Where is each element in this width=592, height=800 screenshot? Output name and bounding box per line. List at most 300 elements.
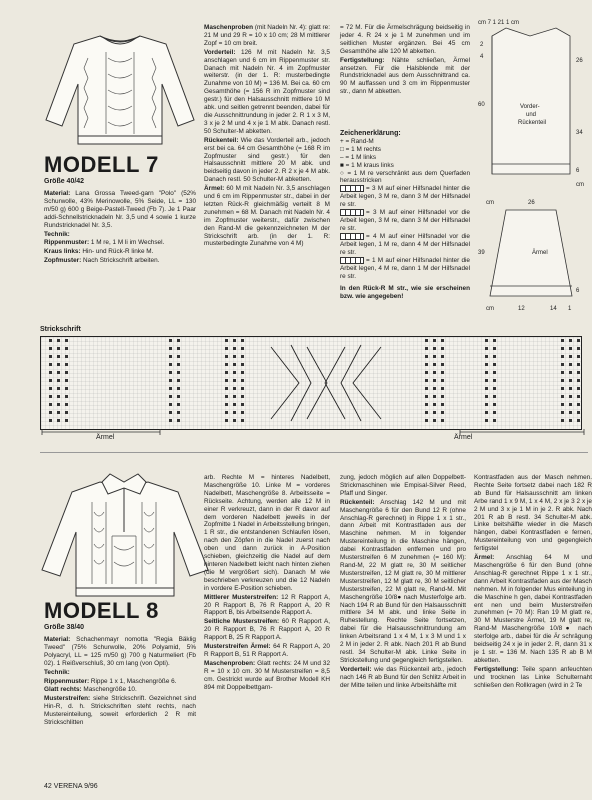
chart-cell — [225, 363, 228, 366]
svg-text:14: 14 — [550, 306, 557, 312]
chart-cell — [169, 411, 172, 414]
sleeve-label-left: Ärmel — [96, 434, 115, 441]
chart-cell — [493, 379, 496, 382]
paragraph — [44, 190, 196, 230]
chart-cell — [65, 419, 68, 422]
chart-cell — [65, 347, 68, 350]
svg-text:cm: cm — [486, 200, 494, 206]
legend-item — [340, 257, 470, 281]
chart-cell — [233, 371, 236, 374]
paragraph — [44, 231, 196, 239]
chart-cell — [577, 355, 580, 358]
chart-cell — [241, 379, 244, 382]
paragraph-heading: Maschenproben — [204, 24, 254, 31]
legend-item — [340, 154, 470, 162]
chart-cell — [441, 363, 444, 366]
legend-text: = 3 M auf einer Hilfsnadel vor die Arbeit legen, 3 M re, dann 3 M der Hilfsnadel re str. — [340, 209, 470, 233]
chart-cell — [577, 347, 580, 350]
svg-text:34: 34 — [576, 130, 583, 136]
chart-cell — [65, 387, 68, 390]
chart-cell — [233, 355, 236, 358]
chart-cell — [425, 347, 428, 350]
chart-cell — [233, 339, 236, 342]
chart-title: Strickschrift — [40, 326, 81, 333]
schema-top-labels: cm 7 1 21 1 cm — [478, 20, 520, 26]
chart-cell — [433, 339, 436, 342]
chart-cell — [425, 355, 428, 358]
chart-cell — [577, 403, 580, 406]
modell7-title: MODELL 7 — [44, 152, 159, 177]
chart-cell — [225, 371, 228, 374]
svg-text:cm: cm — [486, 306, 494, 312]
chart-cell — [561, 411, 564, 414]
chart-cell — [441, 395, 444, 398]
legend-text: ■ = 1 M kraus links — [340, 161, 394, 169]
chart-cell — [233, 419, 236, 422]
paragraph-heading: Kraus links: — [44, 248, 81, 256]
legend-item — [340, 170, 470, 186]
chart-cell — [169, 355, 172, 358]
chart-cell — [493, 355, 496, 358]
chart-cell — [569, 411, 572, 414]
paragraph — [44, 248, 196, 256]
chart-cell — [485, 379, 488, 382]
chart-cell — [433, 347, 436, 350]
chart-cell — [485, 387, 488, 390]
paragraph — [204, 660, 330, 692]
paragraph-text: Glatt rechts: 24 M und 32 R = 10 x 10 cm. 30 M Musterstreifen = 8,5 cm. Gestrickt wurde auf Brother Modell KH 894 mit Doppelbettgarn- — [204, 659, 330, 691]
legend-item — [340, 233, 470, 257]
chart-cell — [225, 395, 228, 398]
paragraph-text: 60 R Rapport A, 20 R Rapport B, 76 R Rapport A, 20 R Rapport B, 25 R Rapport A. — [204, 618, 330, 642]
chart-cell — [569, 371, 572, 374]
chart-cell — [169, 387, 172, 390]
chart-cell — [577, 419, 580, 422]
chart-cell — [49, 355, 52, 358]
paragraph-text: (mit Nadeln Nr. 4): glatt re: 21 M und 29 R = 10 x 10 cm; 28 M mittlerer Zopf = 10 cm breit. — [204, 24, 330, 47]
chart-cell — [425, 411, 428, 414]
chart-cell — [569, 379, 572, 382]
chart-cell — [169, 419, 172, 422]
chart-cell — [577, 387, 580, 390]
chart-cell — [561, 395, 564, 398]
chart-cell — [49, 419, 52, 422]
chart-cell — [441, 379, 444, 382]
paragraph-text: 1 M re, 1 M li im Wechsel. — [89, 239, 165, 247]
modell8-title: MODELL 8 — [44, 598, 159, 623]
paragraph — [44, 686, 196, 694]
chart-cell — [177, 371, 180, 374]
chart-cell — [49, 339, 52, 342]
chart-cell — [569, 347, 572, 350]
section-divider — [40, 452, 588, 453]
paragraph-heading: Maschenproben: — [204, 659, 256, 667]
chart-cell — [65, 371, 68, 374]
chart-cell — [233, 347, 236, 350]
legend-item — [340, 185, 470, 209]
chart-cell — [169, 347, 172, 350]
paragraph-heading: Material: — [44, 636, 71, 643]
chart-cell — [177, 411, 180, 414]
chart-cell — [425, 387, 428, 390]
paragraph-text: siehe Strickschrift. Gezeichnet sind Hin-R, d. h. Strickschriften steht rechts, nach Mustereinteilung, soweit erforderlich 2 R mit Strickschlitten — [44, 695, 196, 727]
chart-cell — [241, 411, 244, 414]
chart-cell — [569, 403, 572, 406]
chart-cell — [225, 419, 228, 422]
chart-cell — [225, 411, 228, 414]
chart-cell — [49, 371, 52, 374]
chart-cell — [441, 371, 444, 374]
paragraph — [474, 666, 592, 690]
chart-cell — [169, 339, 172, 342]
svg-text:Ärmel: Ärmel — [532, 250, 548, 256]
paragraph — [44, 695, 196, 727]
svg-text:26: 26 — [576, 58, 583, 64]
chart-cell — [169, 403, 172, 406]
chart-cell — [485, 403, 488, 406]
paragraph-text: 126 M mit Nadeln Nr. 3,5 anschlagen und 6 cm im Rippenmuster str. Danach mit Nadeln Nr. 4 im Zopfmuster weiterstr. (in der 1. R: musterbedingte Zunahme von 10 M) = 136 M. Bei ca. 60 cm Gesamthöhe (= 156 R im Zopfmuster sind gestr.) für den Halsausschnitt mittlere 10 M abk. und seitlen getrennt beenden, dabei für die Ausschnittrundung in jeder 2. R 1 x 3 M, 3 x je 2 M und 4 x je 1 M abk. Danach restl. 50 Schulter-M abketten. — [204, 48, 330, 135]
chart-cell — [561, 363, 564, 366]
chart-cell — [241, 363, 244, 366]
chart-cell — [493, 339, 496, 342]
paragraph-text: Lana Grossa Tweed-garn "Polo" (52% Schurwolle, 43% Merinowolle, 5% Seide, LL = 130 m/50 g) 600 g Beige-Pastell-Tweed (Fb 7). Je 1 Paar addi-Schnellstricknadeln Nr. 3,5 und 4 sowie 1 kurze Rundstricknadel Nr. 3,5. — [44, 190, 196, 229]
chart-cell — [485, 363, 488, 366]
chart-cell — [225, 339, 228, 342]
chart-cell — [233, 403, 236, 406]
chart-cell — [241, 347, 244, 350]
chart-cell — [441, 419, 444, 422]
paragraph — [474, 474, 592, 553]
chart-cell — [485, 371, 488, 374]
page-footer: 42 VERENA 9/96 — [44, 783, 98, 790]
paragraph-heading: Technik: — [44, 230, 70, 238]
chart-cell — [57, 379, 60, 382]
chart-cell — [577, 371, 580, 374]
paragraph — [204, 643, 330, 659]
cable-symbol-icon — [340, 185, 364, 192]
paragraph — [204, 137, 330, 184]
paragraph-text: Nähte schließen, Ärmel ansetzen. Für die Halsblende mit der Rundstricknadel aus dem Ausschnittrand ca. 90 M auffassen und 3 cm im Rippenmuster str., dann M abketten. — [340, 56, 470, 96]
paragraph-heading: Vorderteil: — [204, 48, 236, 56]
paragraph-text: Nach Strickschrift arbeiten. — [81, 257, 160, 265]
legend-item — [340, 146, 470, 154]
chart-cell — [561, 371, 564, 374]
modell8-instructions-col4 — [474, 474, 592, 690]
paragraph-text: 64 R Rapport A, 20 R Rapport B, 51 R Rapport A. — [204, 643, 330, 658]
chart-cell — [233, 363, 236, 366]
paragraph — [474, 554, 592, 665]
modell8-instructions-col1 — [44, 636, 196, 728]
paragraph — [44, 239, 196, 247]
chart-cell — [577, 395, 580, 398]
paragraph-heading: Rückenteil: — [340, 498, 375, 506]
paragraph — [340, 499, 466, 665]
modell7-instructions-col3 — [340, 24, 470, 97]
chart-cell — [225, 387, 228, 390]
svg-text:60: 60 — [478, 102, 485, 108]
paragraph-text: Schachenmayr nomotta "Regia Bäklig Tweed" (75% Schurwolle, 20% Polyamid, 5% Polyacryl, LL = 125 m/50 g) 700 g Naturmeliert (Fb 02). 1 Reißverschluß, 30 cm lang (von Opti). — [44, 636, 196, 667]
chart-cell — [561, 419, 564, 422]
svg-text:39: 39 — [478, 250, 485, 256]
svg-text:2: 2 — [480, 42, 484, 48]
paragraph — [340, 57, 470, 97]
chart-cell — [493, 419, 496, 422]
chart-cell — [225, 355, 228, 358]
chart-cell — [569, 355, 572, 358]
chart-cell — [65, 411, 68, 414]
paragraph-text: Rippe 1 x 1, Maschengröße 6. — [89, 677, 177, 685]
chart-cell — [561, 339, 564, 342]
chart-cell — [177, 419, 180, 422]
svg-text:Vorder-: Vorder- — [520, 104, 540, 110]
paragraph-heading: Musterstreifen Ärmel: — [204, 643, 271, 651]
chart-cell — [485, 347, 488, 350]
cable-symbol-icon — [340, 209, 364, 216]
chart-cell — [433, 387, 436, 390]
chart-cell — [49, 403, 52, 406]
legend-note: In den Rück-R M str., wie sie erscheinen bzw. wie angegeben! — [340, 284, 470, 300]
chart-cell — [441, 355, 444, 358]
paragraph-heading: Seitliche Musterstreifen: — [204, 618, 280, 626]
chart-cell — [57, 347, 60, 350]
svg-text:4: 4 — [480, 54, 484, 60]
paragraph-heading: Ärmel: — [204, 185, 225, 193]
paragraph-heading: Fertigstellung: — [474, 665, 519, 673]
chart-cell — [233, 395, 236, 398]
chart-cell — [561, 403, 564, 406]
paragraph — [340, 474, 466, 498]
modell8-instructions-col3 — [340, 474, 466, 690]
chart-cell — [57, 387, 60, 390]
legend-text: + = Rand-M — [340, 137, 374, 145]
chart-cell — [577, 379, 580, 382]
paragraph-text: Hin- und Rück-R linke M. — [80, 248, 154, 256]
chart-cell — [65, 339, 68, 342]
paragraph — [340, 666, 466, 690]
paragraph-text: zung, jedoch möglich auf allen Doppelbett-Strickmaschinen wie Empisal-Silver Reed, Pfaff und Singer. — [340, 474, 466, 497]
chart-cell — [241, 395, 244, 398]
svg-text:6: 6 — [576, 168, 580, 174]
chart-cell — [485, 411, 488, 414]
chart-cell — [441, 411, 444, 414]
chart-cell — [569, 395, 572, 398]
cable-symbol-icon — [340, 257, 364, 264]
modell8-size: Größe 38/40 — [44, 624, 85, 631]
paragraph-text: = 72 M. Für die Ärmelschrägung beidseitig in jeder 4. R 24 x je 1 M zunehmen und im seitlichen Muster ergänzen. Bei 45 cm Gesamthöhe alle 120 M abketten. — [340, 24, 470, 55]
chart-cell — [241, 387, 244, 390]
paragraph-heading: Fertigstellung: — [340, 56, 385, 64]
chart-cell — [433, 379, 436, 382]
chart-cell — [561, 387, 564, 390]
paragraph — [204, 474, 330, 593]
chart-cell — [241, 339, 244, 342]
chart-cell — [57, 419, 60, 422]
chart-cell — [433, 411, 436, 414]
chart-cell — [493, 387, 496, 390]
chart-cell — [493, 347, 496, 350]
chart-cell — [485, 339, 488, 342]
chart-cell — [65, 395, 68, 398]
chart-cell — [169, 395, 172, 398]
svg-text:cm: cm — [576, 182, 584, 188]
chart-cell — [241, 419, 244, 422]
legend-item — [340, 209, 470, 233]
chart-cell — [241, 371, 244, 374]
chart-cell — [569, 419, 572, 422]
chart-cell — [425, 339, 428, 342]
chart-cell — [441, 403, 444, 406]
paragraph — [44, 257, 196, 265]
svg-text:12: 12 — [518, 306, 525, 312]
chart-cell — [169, 371, 172, 374]
paragraph-text: arb. Rechte M = hinteres Nadelbett, Maschengröße 10. Linke M = vorderes Nadelbett, Maschengröße 8. Arbeitsseite = Rückseite. Achtung, werden alle 12 M in einer R verkreuzt, dann in der R davor auf dem vorderen Nadelbett jeweils in der Zopfmitte 1 Nadel in Arbeitsstellung bringen, 1 R str., die entstandenen Schlaufen lösen, nach den Zöpfen in die Nadel zuerst nach oben und dann zurück in A-Position schieben, gleichzeitig die Nadel auf dem hinteren Nadelbett leicht nach hinten ziehen (die M vergrößert sich). Danach M wie beschrieben verkreuzen und die 12 Nadeln in vordere E-Position schieben. — [204, 474, 330, 592]
paragraph-text: Teile spann anfeuchten und trocknen las Linke Schulternaht schließen den Rollkragen (wird in 2 Te — [474, 665, 592, 689]
paragraph-heading: Musterstreifen: — [44, 695, 91, 703]
chart-grid — [41, 337, 581, 429]
chart-cell — [177, 347, 180, 350]
chart-cell — [241, 355, 244, 358]
legend-text: = 1 M auf einer Hilfsnadel hinter die Arbeit legen, 4 M re, dann 1 M der Hilfsnadel re str. — [340, 257, 470, 281]
chart-cell — [485, 395, 488, 398]
chart-cell — [225, 403, 228, 406]
cable-symbol-icon — [340, 233, 364, 240]
sweater-sketch-modell8 — [40, 472, 210, 602]
modell8-instructions-col2 — [204, 474, 330, 692]
paragraph-text: Kontrastfaden aus der Masch nehmen. Rechte Seite fortsetz dabei nach 182 R ab Bund für Halsausschnitt am linken Arbe rand 1 x 9 M, 1 x 4 M, 2 x je 3 2 x je 2 M und 3 x je 1 M in je 2. R abk. Nach 201 R ab B restl. 34 Schulter-M abk. Linke beitshälfte wieder in die Masch hängen, dabei Kontrastfaden e fernen, Mustereinteilung von und gegengleich fertigstel — [474, 474, 592, 553]
paragraph — [204, 49, 330, 136]
modell7-instructions-col1 — [44, 190, 196, 266]
legend-text: = 4 M auf einer Hilfsnadel vor die Arbeit legen, 1 M re, dann 4 M der Hilfsnadel re str. — [340, 233, 470, 257]
chart-cell — [169, 363, 172, 366]
chart-cell — [57, 371, 60, 374]
chart-cell — [65, 403, 68, 406]
svg-text:6: 6 — [576, 288, 580, 294]
chart-cell — [65, 355, 68, 358]
svg-text:1: 1 — [568, 306, 572, 312]
chart-cell — [485, 355, 488, 358]
chart-cell — [561, 355, 564, 358]
chart-cell — [433, 419, 436, 422]
chart-cell — [177, 379, 180, 382]
chart-cell — [441, 387, 444, 390]
legend-item — [340, 162, 470, 170]
chart-cell — [425, 419, 428, 422]
legend-text: □ = 1 M rechts — [340, 145, 381, 153]
chart-cell — [49, 387, 52, 390]
chart-cell — [561, 347, 564, 350]
chart-cell — [57, 403, 60, 406]
chart-cell — [65, 363, 68, 366]
chart-cell — [441, 339, 444, 342]
chart-cell — [433, 371, 436, 374]
chart-cell — [177, 355, 180, 358]
chart-cell — [485, 419, 488, 422]
chart-cell — [233, 379, 236, 382]
paragraph-text: Maschengröße 10. — [81, 686, 137, 694]
chart-cell — [177, 395, 180, 398]
chart-cell — [577, 411, 580, 414]
sweater-sketch-modell7 — [44, 28, 196, 150]
paragraph-text: wie das Rückenteil arb., jedoch nach 146 R ab Bund für den Schlitz Arbeit in der Mitte teilen und linke Arbeitshälfte mit — [340, 665, 466, 689]
chart-cell — [433, 355, 436, 358]
chart-cell — [493, 403, 496, 406]
paragraph-heading: Rückenteil: — [204, 136, 239, 144]
chart-cell — [169, 379, 172, 382]
chart-cell — [425, 403, 428, 406]
svg-text:26: 26 — [528, 200, 535, 206]
paragraph-text: 12 R Rapport A, 20 R Rapport B, 76 R Rapport A, 20 R Rapport B, bis Arbeitsende Rapport A. — [204, 593, 331, 617]
chart-cell — [493, 371, 496, 374]
chart-cell — [441, 347, 444, 350]
chart-cell — [225, 379, 228, 382]
legend-text: ○ = 1 M re verschränkt aus dem Querfaden herausstricken — [340, 169, 470, 185]
chart-cell — [569, 387, 572, 390]
chart-cell — [425, 379, 428, 382]
legend-text: – = 1 M links — [340, 153, 377, 161]
chart-cell — [493, 363, 496, 366]
chart-cell — [49, 363, 52, 366]
chart-cell — [65, 379, 68, 382]
chart-cell — [49, 395, 52, 398]
chart-cell — [49, 347, 52, 350]
chart-cell — [493, 411, 496, 414]
legend-list — [340, 138, 470, 281]
paragraph-heading: Ärmel: — [474, 554, 495, 562]
sleeve-label-right: Ärmel — [454, 434, 473, 441]
chart-cell — [57, 355, 60, 358]
paragraph-heading: Rippenmuster: — [44, 239, 90, 247]
legend-item — [340, 138, 470, 146]
knitting-chart — [40, 336, 582, 430]
schema-body — [476, 14, 588, 326]
chart-cell — [425, 395, 428, 398]
paragraph-heading: Zopfmuster: — [44, 257, 82, 265]
chart-cell — [57, 363, 60, 366]
paragraph-text: Anschlag 64 M und Maschengröße 6 für den Bund (ohne Anschlag-R gerechnet Rippe 1 x 1 str., dann Arbeit Kontrastfaden aus der Masch nehmen. M in folgender Mus einteilung in die Maschine h gen, dabei Kontrastfaden ent nen und beim Musterstreifen zunehmen (= 70 M): Ran 19 M glatt re, 30 M Musterstre Ärmel, 19 M glatt re, Rand-M Maschengröße 10/8● nach sterfolge arb., dabei für die Är schrägung beidseitig 24 x je in jeder 2. R, dann 31 x je 1 str. = 136 M. Nach 135 R ab B M abketten. — [474, 554, 592, 664]
chart-cell — [561, 379, 564, 382]
paragraph — [204, 24, 330, 48]
chart-cell — [433, 403, 436, 406]
chart-cell — [241, 403, 244, 406]
paragraph-text: Wie das Vorderteil arb., jedoch erst bei ca. 64 cm Gesamthöhe (= 168 R im Zopfmuster sind gestr.) für den Halsausschnitt mittlere 20 M abk. und beidseitig davon in jeder 2. R 2 x je 4 M abk. Danach restl. 50 Schulter-M abketten. — [204, 136, 330, 184]
modell7-instructions-col2 — [204, 24, 330, 249]
paragraph-heading: Rippenmuster: — [44, 677, 90, 685]
chart-cell — [569, 339, 572, 342]
paragraph-text: 60 M mit Nadeln Nr. 3,5 anschlagen und 6 cm im Rippenmuster str., dabei in der letzten Rück-R gleichmäßig verteilt 8 M zunehmen = 68 M. Danach mit Nadeln Nr. 4 im Zopfmuster weiterstr., dafür zwischen den Rand-M die gekennzeichneten M der Strickschrift arb. (in der 1. R: musterbedingte Zunahme von 4 M) — [204, 185, 330, 248]
chart-cell — [49, 379, 52, 382]
sleeve-range-markers — [40, 428, 588, 446]
chart-cell — [49, 411, 52, 414]
chart-cell — [233, 411, 236, 414]
chart-cell — [233, 387, 236, 390]
paragraph-heading: Material: — [44, 190, 71, 197]
modell7-size: Größe 40/42 — [44, 178, 85, 185]
chart-cell — [177, 363, 180, 366]
paragraph — [204, 185, 330, 248]
chart-cell — [177, 403, 180, 406]
paragraph — [44, 678, 196, 686]
chart-cell — [433, 363, 436, 366]
chart-cell — [57, 339, 60, 342]
chart-cell — [425, 363, 428, 366]
chart-cell — [425, 371, 428, 374]
chart-cell — [57, 411, 60, 414]
paragraph — [44, 636, 196, 668]
chart-cell — [577, 363, 580, 366]
legend — [340, 130, 470, 301]
paragraph — [204, 594, 330, 618]
paragraph-heading: Technik: — [44, 668, 70, 676]
